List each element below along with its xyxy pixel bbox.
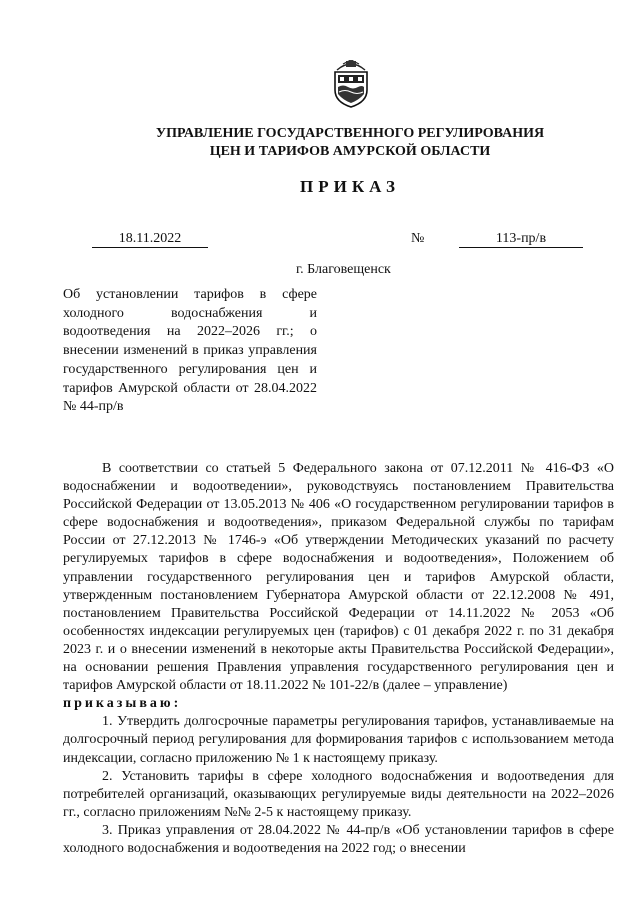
order-subject: Об установлении тарифов в сфере холодного водоснабжения и водоотведения на 2022–2026 гг.; о внесении изменений в приказ управления государственного регулирования цен и тарифов Амурской области от 28.04.2022 № 44-пр/в xyxy=(63,287,317,415)
preamble-paragraph: В соответствии со статьей 5 Федерального закона от 07.12.2011 № 416-ФЗ «О водоснабжении и водоотведении», руководствуясь постановлением Правительства Российской Федерации от 13.05.2013 № 406 «О государственном регулировании тарифов в сфере водоснабжения и водоотведения», приказом Федеральной службы по тарифам России от 27.12.2013 № 1746-э «Об утверждении Методических указаний по расчету регулируемых тарифов в сфере водоснабжения и водоотведения», Положением об управлении государственного регулирования цен и тарифов Амурской области, утвержденным постановлением Губернатора Амурской области от 22.12.2008 № 491, постановлением Правительства Российской Федерации от 14.11.2022 № 2053 «Об особенностях индексации регулируемых цен (тарифов) с 01 декабря 2022 г. по 31 декабря 2023 г. и о внесении изменений в некоторые акты Правительства Российской Федерации», на основании решения Правления управления государственного регулирования цен и тарифов Амурской области от 18.11.2022 № 101-22/в (далее – управление) xyxy=(63,461,614,694)
order-number-label: № xyxy=(411,231,425,246)
order-number: 113-пр/в xyxy=(459,231,583,248)
order-item-1: 1. Утвердить долгосрочные параметры регулирования тарифов, устанавливаемые на долгосрочный период регулирования для формирования тарифов с использованием метода индексации, согласно приложению № 1 к настоящему приказу. xyxy=(63,714,614,766)
order-date: 18.11.2022 xyxy=(92,231,208,248)
document-type-title: ПРИКАЗ xyxy=(300,177,400,196)
organization-name-line1: УПРАВЛЕНИЕ ГОСУДАРСТВЕННОГО РЕГУЛИРОВАНИЯ xyxy=(155,126,545,141)
order-item-3: 3. Приказ управления от 28.04.2022 № 44-пр/в «Об установлении тарифов в сфере холодного водоснабжения и водоотведения на 2022 год; о внесении xyxy=(63,822,614,856)
organization-name-line2: ЦЕН И ТАРИФОВ АМУРСКОЙ ОБЛАСТИ xyxy=(209,144,491,159)
city-name: г. Благовещенск xyxy=(296,262,391,277)
order-body xyxy=(63,460,614,858)
order-item-2: 2. Установить тарифы в сфере холодного водоснабжения и водоотведения для потребителей организаций, оказывающих регулируемые виды деятельности на 2022–2026 гг., согласно приложениям №№ 2-5 к настоящему приказу. xyxy=(63,768,614,820)
coat-of-arms-icon xyxy=(331,60,371,108)
order-keyword: приказываю: xyxy=(63,696,182,712)
